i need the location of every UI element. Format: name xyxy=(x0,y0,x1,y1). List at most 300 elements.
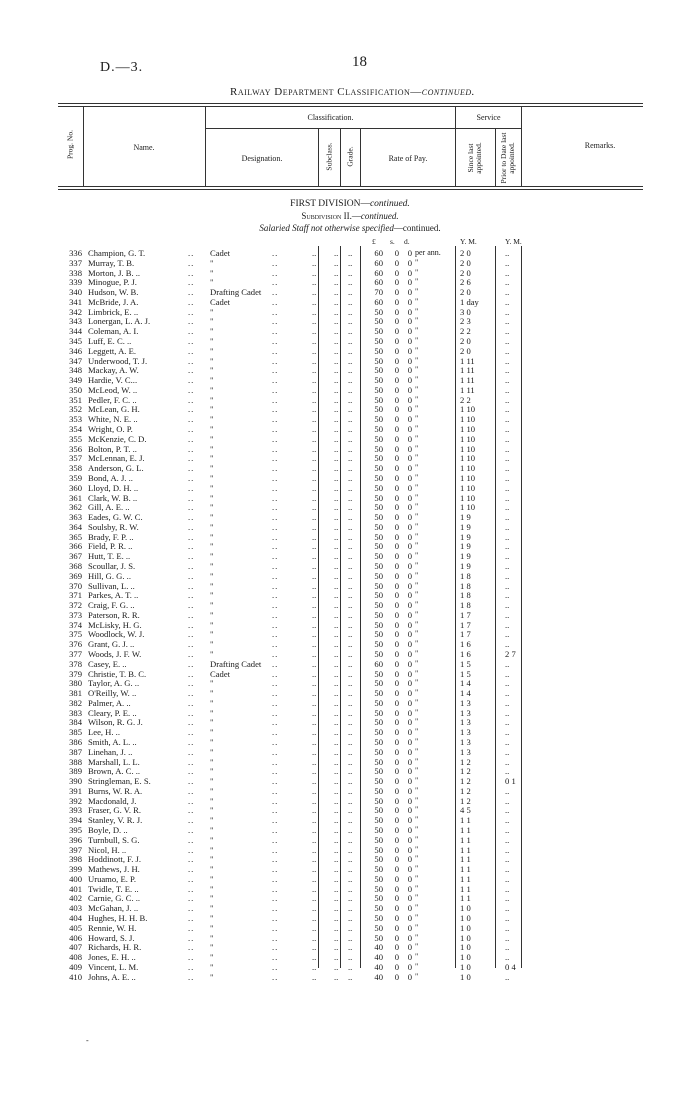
service-prior: .. xyxy=(505,619,510,630)
service-since-last: 1 3 xyxy=(460,737,471,747)
service-since-last: 2 0 xyxy=(460,287,471,298)
leader-dots: .. xyxy=(334,766,339,777)
designation: " xyxy=(210,453,214,464)
service-since-last: 1 2 xyxy=(460,795,471,806)
rate-shillings: 0 xyxy=(394,913,399,924)
row-number: 375 xyxy=(69,629,82,640)
rate-period: " xyxy=(415,648,419,658)
designation: " xyxy=(210,404,214,415)
table-row xyxy=(0,776,700,786)
service-prior: .. xyxy=(505,864,510,875)
leader-dots: .. xyxy=(312,541,317,552)
leader-dots: .. xyxy=(272,864,279,875)
designation: " xyxy=(210,580,214,591)
leader-dots: .. xyxy=(348,932,353,943)
leader-dots: .. xyxy=(188,326,195,337)
service-prior: .. xyxy=(505,756,510,767)
service-prior: .. xyxy=(505,873,510,884)
rate-pounds: 50 xyxy=(374,521,383,532)
leader-dots: .. xyxy=(312,629,317,640)
table-row xyxy=(0,414,700,424)
rate-period: " xyxy=(415,873,419,883)
employee-name: Vincent, L. M. xyxy=(88,961,139,972)
rate-pounds: 50 xyxy=(374,639,383,650)
leader-dots: .. xyxy=(272,922,279,933)
row-number: 344 xyxy=(69,326,82,337)
row-number: 408 xyxy=(69,952,82,963)
designation: Cadet xyxy=(210,248,231,258)
leader-dots: .. xyxy=(312,531,317,542)
leader-dots: .. xyxy=(334,570,339,581)
leader-dots: .. xyxy=(348,785,353,796)
service-prior: .. xyxy=(505,248,510,258)
rate-pence: 0 xyxy=(407,424,412,435)
rate-shillings: 0 xyxy=(394,648,399,659)
rate-pounds: 50 xyxy=(374,365,383,376)
rate-shillings: 0 xyxy=(394,893,399,904)
rate-period: " xyxy=(415,287,419,297)
table-row xyxy=(0,375,700,385)
leader-dots: .. xyxy=(334,737,339,747)
row-number: 400 xyxy=(69,873,82,884)
rate-shillings: 0 xyxy=(394,453,399,464)
rate-period: " xyxy=(415,521,419,531)
leader-dots: .. xyxy=(188,560,195,571)
leader-dots: .. xyxy=(312,248,317,258)
leader-dots: .. xyxy=(348,560,353,571)
service-prior: .. xyxy=(505,453,510,464)
leader-dots: .. xyxy=(272,707,279,718)
row-number: 387 xyxy=(69,746,82,757)
table-row xyxy=(0,483,700,493)
staff-title: Salaried Staff not otherwise specified xyxy=(259,223,394,233)
leader-dots: .. xyxy=(188,257,195,268)
table-row xyxy=(0,845,700,855)
rate-shillings: 0 xyxy=(394,336,399,347)
service-prior: .. xyxy=(505,570,510,581)
employee-name: Wilson, R. G. J. xyxy=(88,717,143,728)
service-since-last: 2 0 xyxy=(460,257,471,268)
rate-shillings: 0 xyxy=(394,922,399,933)
rate-pence: 0 xyxy=(407,648,412,659)
employee-name: Woods, J. F. W. xyxy=(88,648,142,659)
rate-pence: 0 xyxy=(407,570,412,581)
rate-period: " xyxy=(415,482,419,492)
leader-dots: .. xyxy=(312,463,317,474)
leader-dots: .. xyxy=(348,384,353,395)
service-since-last: 1 10 xyxy=(460,482,476,493)
service-prior: .. xyxy=(505,746,510,757)
service-prior: .. xyxy=(505,531,510,542)
table-row xyxy=(0,825,700,835)
leader-dots: .. xyxy=(272,424,279,435)
designation: " xyxy=(210,834,214,845)
leader-dots: .. xyxy=(188,345,195,356)
table-row xyxy=(0,365,700,375)
designation: " xyxy=(210,913,214,924)
leader-dots: .. xyxy=(312,873,317,884)
employee-name: Hoddinott, F. J. xyxy=(88,854,142,865)
designation: " xyxy=(210,502,214,513)
table-row xyxy=(0,395,700,405)
leader-dots: .. xyxy=(272,316,279,327)
leader-dots: .. xyxy=(188,932,195,943)
service-since-last: 1 11 xyxy=(460,384,475,395)
service-since-last: 1 0 xyxy=(460,932,471,943)
designation: " xyxy=(210,903,214,914)
employee-name: White, N. E. .. xyxy=(88,414,138,425)
leader-dots: .. xyxy=(272,463,279,474)
rate-shillings: 0 xyxy=(394,903,399,914)
service-since-last: 2 0 xyxy=(460,267,471,278)
row-number: 366 xyxy=(69,541,82,552)
rate-period: " xyxy=(415,306,419,316)
designation: " xyxy=(210,355,214,366)
service-prior: .. xyxy=(505,336,510,347)
service-since-last: 1 day xyxy=(460,296,479,307)
leader-dots: .. xyxy=(272,248,279,258)
leader-dots: .. xyxy=(334,815,339,826)
rate-pence: 0 xyxy=(407,766,412,777)
rule xyxy=(495,128,496,186)
designation: " xyxy=(210,609,214,620)
rate-period: " xyxy=(415,404,419,414)
leader-dots: .. xyxy=(188,512,195,523)
rate-period: " xyxy=(415,629,419,639)
leader-dots: .. xyxy=(188,776,195,787)
service-prior: .. xyxy=(505,355,510,366)
leader-dots: .. xyxy=(348,424,353,435)
designation: " xyxy=(210,815,214,826)
service-since-last: 1 2 xyxy=(460,785,471,796)
leader-dots: .. xyxy=(334,952,339,963)
leader-dots: .. xyxy=(334,521,339,532)
service-since-last: 1 0 xyxy=(460,903,471,914)
leader-dots: .. xyxy=(348,570,353,581)
row-number: 397 xyxy=(69,844,82,855)
document-code: D.—3. xyxy=(100,60,144,75)
rate-pence: 0 xyxy=(407,414,412,425)
table-row xyxy=(0,727,700,737)
rate-period: " xyxy=(415,433,419,443)
table-row xyxy=(0,952,700,962)
leader-dots: .. xyxy=(272,257,279,268)
designation: " xyxy=(210,922,214,933)
leader-dots: .. xyxy=(334,580,339,591)
leader-dots: .. xyxy=(272,932,279,943)
employee-name: O'Reilly, W. .. xyxy=(88,688,137,699)
rate-pounds: 50 xyxy=(374,394,383,405)
service-since-last: 1 3 xyxy=(460,707,471,718)
leader-dots: .. xyxy=(188,854,195,865)
leader-dots: .. xyxy=(348,502,353,513)
leader-dots: .. xyxy=(188,384,195,395)
row-number: 338 xyxy=(69,267,82,278)
leader-dots: .. xyxy=(348,658,353,669)
rate-pounds: 50 xyxy=(374,668,383,679)
leader-dots: .. xyxy=(188,453,195,464)
rate-period: " xyxy=(415,590,419,600)
table-row xyxy=(0,737,700,747)
designation: " xyxy=(210,629,214,640)
rate-shillings: 0 xyxy=(394,961,399,972)
leader-dots: .. xyxy=(312,971,317,982)
rate-period: " xyxy=(415,737,419,746)
designation: " xyxy=(210,463,214,474)
rate-pence: 0 xyxy=(407,287,412,298)
leader-dots: .. xyxy=(334,531,339,542)
rate-pence: 0 xyxy=(407,541,412,552)
unit-prior: Y. M. xyxy=(505,237,522,246)
row-number: 339 xyxy=(69,277,82,288)
leader-dots: .. xyxy=(312,521,317,532)
rate-shillings: 0 xyxy=(394,375,399,386)
rate-shillings: 0 xyxy=(394,512,399,523)
subdivision-continued: continued. xyxy=(360,211,399,221)
leader-dots: .. xyxy=(334,883,339,894)
leader-dots: .. xyxy=(334,355,339,366)
employee-name: Limbrick, E. .. xyxy=(88,306,139,317)
rate-period: " xyxy=(415,463,419,473)
leader-dots: .. xyxy=(188,277,195,288)
table-row xyxy=(0,561,700,571)
rate-period: " xyxy=(415,825,419,835)
leader-dots: .. xyxy=(272,971,279,982)
rate-shillings: 0 xyxy=(394,727,399,738)
rate-shillings: 0 xyxy=(394,609,399,620)
designation: " xyxy=(210,414,214,425)
rate-period: " xyxy=(415,785,419,795)
designation: " xyxy=(210,336,214,347)
table-row xyxy=(0,424,700,434)
rate-period: " xyxy=(415,472,419,482)
leader-dots: .. xyxy=(312,932,317,943)
rate-period: " xyxy=(415,844,419,854)
leader-dots: .. xyxy=(312,727,317,738)
leader-dots: .. xyxy=(272,658,279,669)
leader-dots: .. xyxy=(348,316,353,327)
unit-shillings: s. xyxy=(390,237,395,246)
employee-name: Luff, E. C. .. xyxy=(88,336,132,347)
rate-pounds: 50 xyxy=(374,326,383,337)
designation: " xyxy=(210,512,214,523)
row-number: 373 xyxy=(69,609,82,620)
row-number: 337 xyxy=(69,257,82,268)
leader-dots: .. xyxy=(188,795,195,806)
designation: " xyxy=(210,424,214,435)
designation: " xyxy=(210,257,214,268)
leader-dots: .. xyxy=(272,903,279,914)
rate-period: " xyxy=(415,600,419,610)
leader-dots: .. xyxy=(312,257,317,268)
service-prior: .. xyxy=(505,795,510,806)
rate-pounds: 50 xyxy=(374,492,383,503)
rule xyxy=(58,186,643,187)
rate-pence: 0 xyxy=(407,854,412,865)
service-since-last: 1 7 xyxy=(460,619,471,630)
table-row xyxy=(0,356,700,366)
designation: " xyxy=(210,785,214,796)
rate-pence: 0 xyxy=(407,873,412,884)
leader-dots: .. xyxy=(188,658,195,669)
rate-shillings: 0 xyxy=(394,776,399,787)
leader-dots: .. xyxy=(348,707,353,718)
designation: " xyxy=(210,472,214,483)
subdivision-heading xyxy=(0,211,700,221)
leader-dots: .. xyxy=(272,394,279,405)
leader-dots: .. xyxy=(334,316,339,327)
leader-dots: .. xyxy=(188,648,195,659)
rate-pounds: 50 xyxy=(374,717,383,728)
rate-pounds: 50 xyxy=(374,619,383,630)
leader-dots: .. xyxy=(334,384,339,395)
service-prior: .. xyxy=(505,384,510,395)
rate-pence: 0 xyxy=(407,893,412,904)
employee-name: Clark, W. B. .. xyxy=(88,492,138,503)
rate-pence: 0 xyxy=(407,844,412,855)
service-prior: .. xyxy=(505,834,510,845)
employee-name: Coleman, A. I. xyxy=(88,326,139,337)
rate-pence: 0 xyxy=(407,658,412,669)
rate-pence: 0 xyxy=(407,248,412,258)
designation: " xyxy=(210,952,214,963)
leader-dots: .. xyxy=(272,776,279,787)
leader-dots: .. xyxy=(312,384,317,395)
leader-dots: .. xyxy=(312,619,317,630)
leader-dots: .. xyxy=(312,864,317,875)
rate-pounds: 50 xyxy=(374,678,383,689)
leader-dots: .. xyxy=(312,961,317,972)
rate-period: " xyxy=(415,560,419,570)
leader-dots: .. xyxy=(348,922,353,933)
leader-dots: .. xyxy=(272,825,279,836)
row-number: 354 xyxy=(69,424,82,435)
employee-name: Stringleman, E. S. xyxy=(88,776,151,787)
leader-dots: .. xyxy=(348,531,353,542)
leader-dots: .. xyxy=(334,267,339,278)
leader-dots: .. xyxy=(348,766,353,777)
table-row xyxy=(0,316,700,326)
employee-name: Pedler, F. C. .. xyxy=(88,394,137,405)
table-row xyxy=(0,708,700,718)
service-prior: .. xyxy=(505,512,510,523)
leader-dots: .. xyxy=(272,697,279,708)
employee-name: McKenzie, C. D. xyxy=(88,433,147,444)
leader-dots: .. xyxy=(334,541,339,552)
rate-pence: 0 xyxy=(407,600,412,611)
leader-dots: .. xyxy=(348,541,353,552)
rate-pence: 0 xyxy=(407,883,412,894)
rate-pounds: 50 xyxy=(374,551,383,562)
rate-pounds: 50 xyxy=(374,629,383,640)
leader-dots: .. xyxy=(312,580,317,591)
leader-dots: .. xyxy=(188,864,195,875)
designation: " xyxy=(210,942,214,953)
rate-pounds: 50 xyxy=(374,600,383,611)
rate-pounds: 50 xyxy=(374,893,383,904)
designation: " xyxy=(210,433,214,444)
leader-dots: .. xyxy=(334,668,339,679)
leader-dots: .. xyxy=(348,883,353,894)
service-prior: .. xyxy=(505,443,510,454)
employee-name: Anderson, G. L. xyxy=(88,463,144,474)
row-number: 393 xyxy=(69,805,82,816)
rate-period: " xyxy=(415,502,419,512)
row-number: 379 xyxy=(69,668,82,679)
rate-pounds: 50 xyxy=(374,854,383,865)
leader-dots: .. xyxy=(312,375,317,386)
employee-name: Richards, H. R. xyxy=(88,942,142,953)
leader-dots: .. xyxy=(188,815,195,826)
row-number: 358 xyxy=(69,463,82,474)
leader-dots: .. xyxy=(334,971,339,982)
leader-dots: .. xyxy=(312,922,317,933)
service-prior: .. xyxy=(505,521,510,532)
rate-period: " xyxy=(415,257,419,267)
leader-dots: .. xyxy=(312,952,317,963)
rate-shillings: 0 xyxy=(394,688,399,699)
leader-dots: .. xyxy=(272,375,279,386)
leader-dots: .. xyxy=(272,384,279,395)
leader-dots: .. xyxy=(334,424,339,435)
leader-dots: .. xyxy=(272,913,279,924)
unit-pence: d. xyxy=(404,237,410,246)
leader-dots: .. xyxy=(334,453,339,464)
row-number: 357 xyxy=(69,453,82,464)
table-row xyxy=(0,874,700,884)
leader-dots: .. xyxy=(348,805,353,816)
leader-dots: .. xyxy=(272,306,279,317)
leader-dots: .. xyxy=(188,766,195,777)
rate-period: " xyxy=(415,639,419,649)
service-since-last: 4 5 xyxy=(460,805,471,816)
employee-name: Christie, T. B. C. xyxy=(88,668,147,679)
rate-pence: 0 xyxy=(407,375,412,386)
leader-dots: .. xyxy=(188,424,195,435)
rate-shillings: 0 xyxy=(394,971,399,982)
leader-dots: .. xyxy=(272,766,279,777)
rate-pence: 0 xyxy=(407,717,412,728)
designation: " xyxy=(210,883,214,894)
leader-dots: .. xyxy=(272,648,279,659)
employee-name: Morton, J. B. .. xyxy=(88,267,141,278)
rate-pence: 0 xyxy=(407,433,412,444)
leader-dots: .. xyxy=(348,453,353,464)
designation: Drafting Cadet xyxy=(210,287,262,298)
employee-name: Cleary, P. E. .. xyxy=(88,707,137,718)
rate-shillings: 0 xyxy=(394,277,399,288)
leader-dots: .. xyxy=(334,551,339,562)
leader-dots: .. xyxy=(188,463,195,474)
rate-pence: 0 xyxy=(407,619,412,630)
rate-shillings: 0 xyxy=(394,942,399,953)
service-since-last: 1 1 xyxy=(460,873,471,884)
rate-pounds: 70 xyxy=(374,287,383,298)
employee-name: Craig, F. G. .. xyxy=(88,600,135,611)
leader-dots: .. xyxy=(348,873,353,884)
rate-shillings: 0 xyxy=(394,883,399,894)
employee-name: Sullivan, L. .. xyxy=(88,580,135,591)
leader-dots: .. xyxy=(272,580,279,591)
service-since-last: 1 7 xyxy=(460,629,471,640)
leader-dots: .. xyxy=(188,531,195,542)
staff-continued: —continued. xyxy=(393,223,441,233)
service-since-last: 1 8 xyxy=(460,570,471,581)
leader-dots: .. xyxy=(188,942,195,953)
leader-dots: .. xyxy=(272,336,279,347)
table-row xyxy=(0,258,700,268)
service-since-last: 1 3 xyxy=(460,727,471,738)
